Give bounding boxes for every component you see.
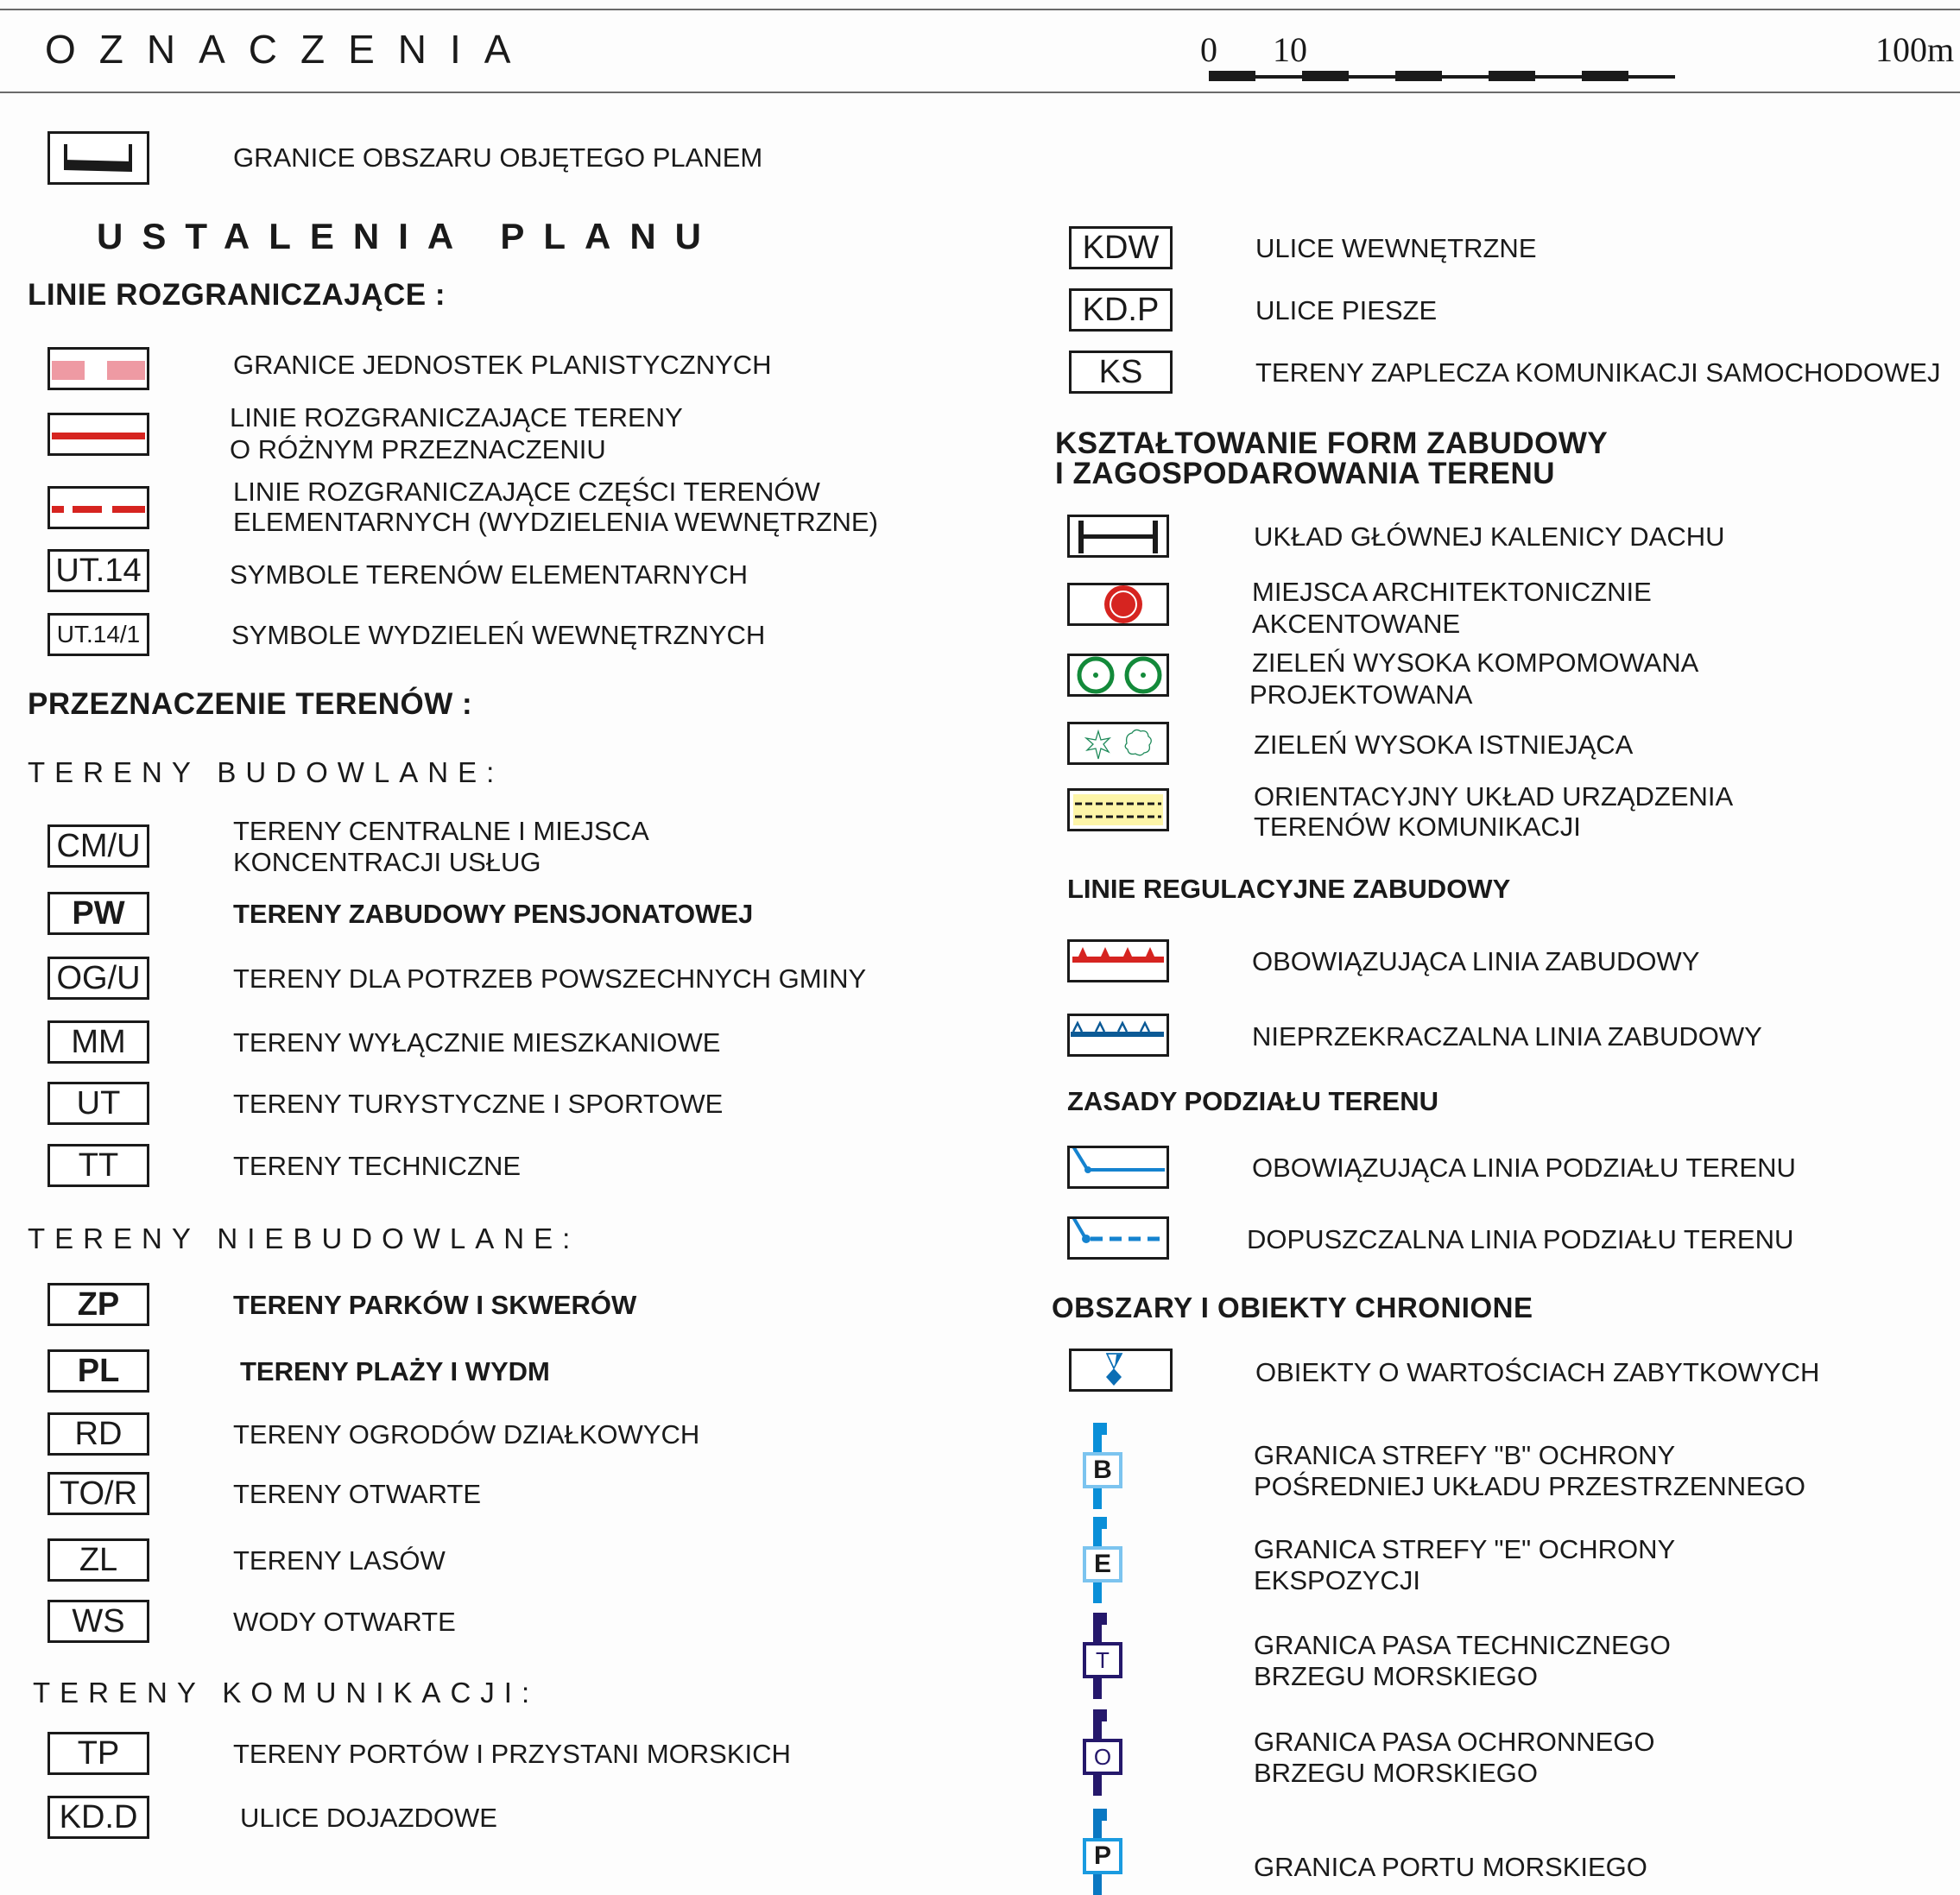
- legend-item-label: TERENY TECHNICZNE: [233, 1151, 522, 1181]
- line-item-label: GRANICE JEDNOSTEK PLANISTYCZNYCH: [233, 350, 772, 380]
- line-item-label: SYMBOLE WYDZIELEŃ WEWNĘTRZNYCH: [231, 620, 766, 650]
- forms-label: ZIELEŃ WYSOKA KOMPOMOWANA: [1252, 647, 1699, 678]
- existing-trees-icon: [1067, 722, 1169, 765]
- zone-boundary-marker-b: [1083, 1423, 1122, 1509]
- scale-bar-segment: [1395, 71, 1442, 81]
- main-heading: USTALENIA PLANU: [97, 216, 720, 256]
- road-layout-icon: [1067, 788, 1169, 831]
- protected-label: GRANICA STREFY "B" OCHRONY: [1254, 1440, 1676, 1470]
- scale-bar-segment: [1582, 71, 1628, 81]
- forms-label: UKŁAD GŁÓWNEJ KALENICY DACHU: [1254, 521, 1725, 552]
- symbol-box: UT: [47, 1082, 149, 1125]
- symbol-box: CM/U: [47, 824, 149, 868]
- transport-heading: TERENY KOMUNIKACJI:: [33, 1677, 540, 1709]
- legend-item-label: TERENY OGRODÓW DZIAŁKOWYCH: [233, 1419, 700, 1450]
- scale-label-10: 10: [1273, 30, 1307, 69]
- symbol-box: KD.D: [47, 1796, 149, 1839]
- legend-item-label: WODY OTWARTE: [233, 1607, 456, 1637]
- line-item-label: LINIE ROZGRANICZAJĄCE CZĘŚCI TERENÓW: [233, 477, 820, 507]
- plan-boundary-icon: [47, 131, 149, 185]
- forms-label: PROJEKTOWANA: [1249, 679, 1473, 710]
- legend-item-label: TERENY OTWARTE: [233, 1479, 482, 1509]
- scale-label-100m: 100m: [1875, 30, 1955, 69]
- legend-item-label: TERENY PORTÓW I PRZYSTANI MORSKICH: [233, 1739, 791, 1769]
- lines-heading: LINIE ROZGRANICZAJĄCE :: [28, 278, 446, 312]
- top-rule: [0, 9, 1960, 10]
- protected-label: POŚREDNIEJ UKŁADU PRZESTRZENNEGO: [1254, 1471, 1806, 1501]
- red-solid-line-icon: [47, 413, 149, 456]
- forms-heading-line1: KSZTAŁTOWANIE FORM ZABUDOWY: [1055, 426, 1609, 460]
- protected-label: GRANICA PORTU MORSKIEGO: [1254, 1852, 1647, 1882]
- protected-label: GRANICA PASA TECHNICZNEGO: [1254, 1630, 1671, 1660]
- forms-label: AKCENTOWANE: [1252, 609, 1461, 639]
- legend-item-label: TERENY DLA POTRZEB POWSZECHNYCH GMINY: [233, 963, 867, 994]
- forms-label: ORIENTACYJNY UKŁAD URZĄDZENIA: [1254, 781, 1734, 812]
- legend-item-label: TERENY TURYSTYCZNE I SPORTOWE: [233, 1089, 724, 1119]
- protected-label: GRANICA PASA OCHRONNEGO: [1254, 1727, 1655, 1757]
- monument-object-icon: [1069, 1349, 1173, 1392]
- symbol-box: KD.P: [1069, 288, 1173, 332]
- mandatory-division-line-icon: [1067, 1146, 1169, 1189]
- symbol-box: PL: [47, 1349, 149, 1393]
- scale-bar-graphic: [1209, 69, 1679, 86]
- zone-marker-letter: E: [1093, 1550, 1111, 1578]
- architectural-accent-icon: [1067, 583, 1169, 626]
- boundary-label: GRANICE OBSZARU OBJĘTEGO PLANEM: [233, 142, 763, 173]
- legend-item-label: TERENY WYŁĄCZNIE MIESZKANIOWE: [233, 1027, 721, 1058]
- symbol-box: TP: [47, 1732, 149, 1775]
- red-dashed-line-icon: [47, 486, 149, 529]
- symbol-box: PW: [47, 892, 149, 935]
- scale-bar-segment: [1489, 71, 1535, 81]
- zone-boundary-marker-p: [1083, 1809, 1122, 1895]
- protected-label: GRANICA STREFY "E" OCHRONY: [1254, 1534, 1676, 1564]
- symbol-box: UT.14/1: [47, 613, 149, 656]
- symbol-box: MM: [47, 1020, 149, 1064]
- symbol-box: KS: [1069, 351, 1173, 394]
- header-rule: [0, 92, 1960, 93]
- zone-marker-letter: B: [1093, 1456, 1112, 1484]
- zone-marker-letter: T: [1096, 1646, 1110, 1673]
- purpose-heading: PRZEZNACZENIE TERENÓW :: [28, 687, 473, 721]
- forms-label: TERENÓW KOMUNIKACJI: [1254, 812, 1581, 842]
- symbol-box: OG/U: [47, 957, 149, 1000]
- zone-boundary-marker-e: [1083, 1517, 1122, 1603]
- symbol-box: TO/R: [47, 1472, 149, 1515]
- scale-label-0: 0: [1200, 30, 1217, 69]
- line-item-label: SYMBOLE TERENÓW ELEMENTARNYCH: [230, 559, 749, 590]
- roof-ridge-icon: [1067, 515, 1169, 558]
- symbol-box: RD: [47, 1412, 149, 1456]
- scale-bar-segment: [1302, 71, 1349, 81]
- symbol-box: TT: [47, 1144, 149, 1187]
- zone-boundary-marker-o: [1083, 1709, 1122, 1796]
- regulation-label: OBOWIĄZUJĄCA LINIA ZABUDOWY: [1252, 946, 1700, 976]
- protected-heading: OBSZARY I OBIEKTY CHRONIONE: [1052, 1292, 1533, 1323]
- planned-trees-icon: [1067, 654, 1169, 697]
- symbol-box: WS: [47, 1600, 149, 1643]
- division-heading: ZASADY PODZIAŁU TERENU: [1067, 1086, 1439, 1116]
- forms-label: ZIELEŃ WYSOKA ISTNIEJĄCA: [1254, 730, 1634, 760]
- regulation-label: NIEPRZEKRACZALNA LINIA ZABUDOWY: [1252, 1021, 1762, 1052]
- symbol-box: ZL: [47, 1538, 149, 1582]
- mandatory-building-line-icon: [1067, 939, 1169, 982]
- symbol-box: UT.14: [47, 549, 149, 592]
- line-item-label: O RÓŻNYM PRZEZNACZENIU: [230, 434, 606, 464]
- forms-label: MIEJSCA ARCHITEKTONICZNIE: [1252, 577, 1652, 607]
- legend-item-label: TERENY PARKÓW I SKWERÓW: [233, 1290, 637, 1320]
- legend-item-label: KONCENTRACJI USŁUG: [233, 847, 541, 877]
- symbol-box: KDW: [1069, 226, 1173, 269]
- protected-label: OBIEKTY O WARTOŚCIACH ZABYTKOWYCH: [1255, 1357, 1820, 1387]
- legend-item-label: TERENY PLAŻY I WYDM: [240, 1356, 550, 1387]
- permitted-division-line-icon: [1067, 1216, 1169, 1260]
- line-item-label: ELEMENTARNYCH (WYDZIELENIA WEWNĘTRZNE): [233, 507, 878, 537]
- nonbuilding-heading: TERENY NIEBUDOWLANE:: [28, 1222, 580, 1254]
- forms-heading-line2: I ZAGOSPODAROWANIA TERENU: [1055, 457, 1555, 490]
- protected-label: BRZEGU MORSKIEGO: [1254, 1758, 1538, 1788]
- zone-marker-letter: O: [1093, 1743, 1112, 1770]
- division-label: DOPUSZCZALNA LINIA PODZIAŁU TERENU: [1247, 1224, 1794, 1254]
- zone-boundary-marker-t: [1083, 1613, 1122, 1699]
- regulation-heading: LINIE REGULACYJNE ZABUDOWY: [1067, 874, 1511, 904]
- protected-label: EKSPOZYCJI: [1254, 1565, 1420, 1595]
- legend-item-label: TERENY CENTRALNE I MIEJSCA: [233, 816, 649, 846]
- legend-title: OZNACZENIA: [45, 27, 534, 72]
- symbol-box: ZP: [47, 1283, 149, 1326]
- legend-item-label: TERENY LASÓW: [233, 1545, 446, 1576]
- non-exceedable-building-line-icon: [1067, 1014, 1169, 1057]
- building-heading: TERENY BUDOWLANE:: [28, 756, 504, 788]
- legend-item-label: ULICE DOJAZDOWE: [240, 1803, 497, 1833]
- legend-item-label: TERENY ZABUDOWY PENSJONATOWEJ: [233, 899, 754, 929]
- zone-marker-letter: P: [1093, 1841, 1111, 1870]
- scale-bar-segment: [1209, 71, 1255, 81]
- protected-label: BRZEGU MORSKIEGO: [1254, 1661, 1538, 1691]
- line-item-label: LINIE ROZGRANICZAJĄCE TERENY: [230, 402, 683, 433]
- pink-dashed-line-icon: [47, 347, 149, 390]
- legend-item-label: ULICE PIESZE: [1255, 295, 1438, 325]
- legend-item-label: TERENY ZAPLECZA KOMUNIKACJI SAMOCHODOWEJ: [1255, 357, 1941, 388]
- division-label: OBOWIĄZUJĄCA LINIA PODZIAŁU TERENU: [1252, 1153, 1796, 1183]
- legend-item-label: ULICE WEWNĘTRZNE: [1255, 233, 1537, 263]
